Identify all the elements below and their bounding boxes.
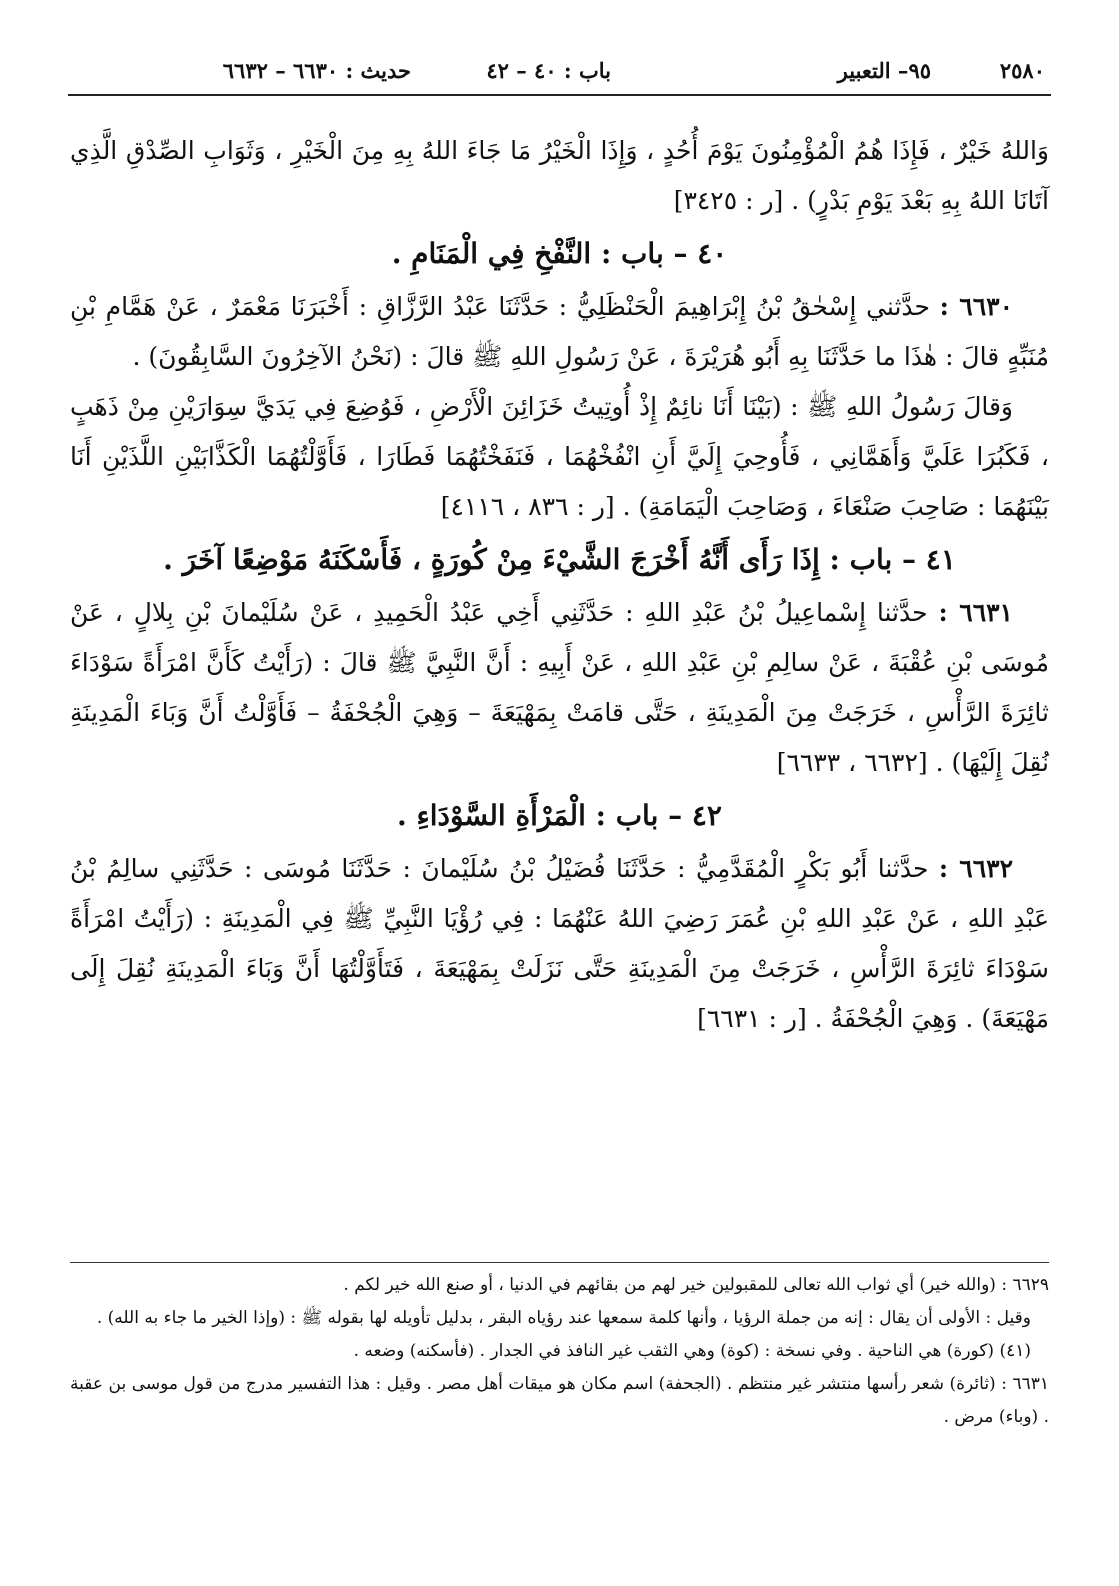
- chapter-heading-42: ٤٢ – باب : الْمَرْأَةِ السَّوْدَاءِ .: [397, 799, 722, 832]
- hadith-range: حديث : ٦٦٣٠ – ٦٦٣٢: [222, 58, 411, 83]
- page-header: [68, 50, 1051, 96]
- footnote-6629-note: وقيل : الأولى أن يقال : إنه من جملة الرؤيا ، وأنها كلمة سمعها عند رؤياه البقر ، بدليل تأويله لها بقوله ﷺ : (وإذا الخير ما جاء به الله) .: [96, 1308, 1031, 1328]
- main-text: [70, 126, 1049, 1044]
- hadith-number: ٦٦٣١ :: [938, 598, 1013, 627]
- page-number: ٢٥٨٠: [999, 58, 1045, 83]
- book-title: ٩٥– التعبير: [837, 58, 931, 83]
- hadith-6631: [70, 588, 1049, 788]
- hadith-6630-continued: وَقالَ رَسُولُ اللهِ ﷺ : (بَيْنَا أَنَا نائِمٌ إِذْ أُوتِيتُ خَزَائِنَ الْأَرْضِ ، فَوُضِعَ فِي يَدَيَّ سِوَارَيْنِ مِنْ ذَهَبٍ ، فَكَبُرَا عَلَيَّ وَأَهَمَّانِي ، فَأُوحِيَ إِلَيَّ أَنِ انْفُخْهُمَا ، فَنَفَخْتُهُمَا فَطَارَا ، فَأَوَّلْتُهُمَا الْكَذَّابَيْنِ اللَّذَيْنِ أَنَا بَيْنَهُمَا : صَاحِبَ صَنْعَاءَ ، وَصَاحِبَ الْيَمَامَةِ) . [ر : ٨٣٦ ، ٤١١٦]: [70, 392, 1049, 521]
- chapter-heading-41: ٤١ – باب : إِذَا رَأَى أَنَّهُ أَخْرَجَ الشَّيْءَ مِنْ كُورَةٍ ، فَأَسْكَنَهُ مَوْضِعًا آخَرَ .: [163, 543, 956, 576]
- chapter-heading-40: ٤٠ – باب : النَّفْخِ فِي الْمَنَامِ .: [391, 237, 728, 270]
- footnotes: [70, 1262, 1049, 1434]
- hadith-text: حدَّثنا أَبُو بَكْرٍ الْمُقَدَّمِيُّ : حَدَّثَنَا فُضَيْلُ بْنُ سُلَيْمانَ : حَدَّثَنَا مُوسَى : حَدَّثَنِي سالِمُ بْنُ عَبْدِ اللهِ ، عَنْ عَبْدِ اللهِ بْنِ عُمَرَ رَضِيَ اللهُ عَنْهُمَا : فِي رُؤْيَا النَّبِيِّ ﷺ فِي الْمَدِينَةِ : (رَأَيْتُ امْرَأَةً سَوْدَاءَ ثائِرَةَ الرَّأْسِ ، خَرَجَتْ مِنَ الْمَدِينَةِ حَتَّى نَزَلَتْ بِمَهْيَعَةَ ، فَتَأَوَّلْتُهَا أَنَّ وَبَاءَ الْمَدِينَةِ نُقِلَ إِلَى مَهْيَعَةَ) . وَهِيَ الْجُحْفَةُ . [ر : ٦٦٣١]: [70, 854, 1049, 1033]
- hadith-text: حدَّثني إِسْحٰقُ بْنُ إِبْرَاهِيمَ الْحَنْظَلِيُّ : حَدَّثَنَا عَبْدُ الرَّزَّاقِ : أَخْبَرَنَا مَعْمَرٌ ، عَنْ هَمَّامِ بْنِ مُنَبِّهٍ قالَ : هٰذَا ما حَدَّثَنَا بِهِ أَبُو هُرَيْرَةَ ، عَنْ رَسُولِ اللهِ ﷺ قالَ : (نَحْنُ الآخِرُونَ السَّابِقُونَ) .: [70, 292, 1049, 371]
- footnote-41: (٤١) (كورة) هي الناحية . وفي نسخة : (كوة) وهي الثقب غير النافذ في الجدار . (فأسكنه) وضعه .: [353, 1341, 1031, 1361]
- hadith-number: ٦٦٣٢ :: [938, 854, 1013, 883]
- footnote-6631: ٦٦٣١ : (ثائرة) شعر رأسها منتشر غير منتظم . (الجحفة) اسم مكان هو ميقات أهل مصر . وقيل : هذا التفسير مدرج من قول موسى بن عقبة . (وباء) مرض .: [70, 1374, 1049, 1427]
- chapter-range: باب : ٤٠ – ٤٢: [486, 58, 611, 83]
- hadith-text: حدَّثنا إِسْماعِيلُ بْنُ عَبْدِ اللهِ : حَدَّثَنِي أَخِي عَبْدُ الْحَمِيدِ ، عَنْ سُلَيْمانَ بْنِ بِلالٍ ، عَنْ مُوسَى بْنِ عُقْبَةَ ، عَنْ سالِمِ بْنِ عَبْدِ اللهِ ، عَنْ أَبِيهِ : أَنَّ النَّبِيَّ ﷺ قالَ : (رَأَيْتُ كَأَنَّ امْرَأَةً سَوْدَاءَ ثائِرَةَ الرَّأْسِ ، خَرَجَتْ مِنَ الْمَدِينَةِ ، حَتَّى قامَتْ بِمَهْيَعَةَ – وَهِيَ الْجُحْفَةُ – فَأَوَّلْتُ أَنَّ وَبَاءَ الْمَدِينَةِ نُقِلَ إِلَيْهَا) . [٦٦٣٢ ، ٦٦٣٣]: [70, 598, 1049, 777]
- continued-text: وَاللهُ خَيْرٌ ، فَإِذَا هُمُ الْمُؤْمِنُونَ يَوْمَ أُحُدٍ ، وَإِذَا الْخَيْرُ مَا جَاءَ اللهُ بِهِ مِنَ الْخَيْرِ ، وَثَوَابِ الصِّدْقِ الَّذِي آتَانَا اللهُ بِهِ بَعْدَ يَوْمِ بَدْرٍ) . [ر : ٣٤٢٥]: [70, 136, 1049, 215]
- footnote-6629: ٦٦٢٩ : (والله خير) أي ثواب الله تعالى للمقبولين خير لهم من بقائهم في الدنيا ، أو صنع الله خير لكم .: [343, 1275, 1049, 1295]
- hadith-6632: [70, 844, 1049, 1044]
- hadith-number: ٦٦٣٠ :: [939, 292, 1014, 321]
- hadith-6630: [70, 282, 1049, 382]
